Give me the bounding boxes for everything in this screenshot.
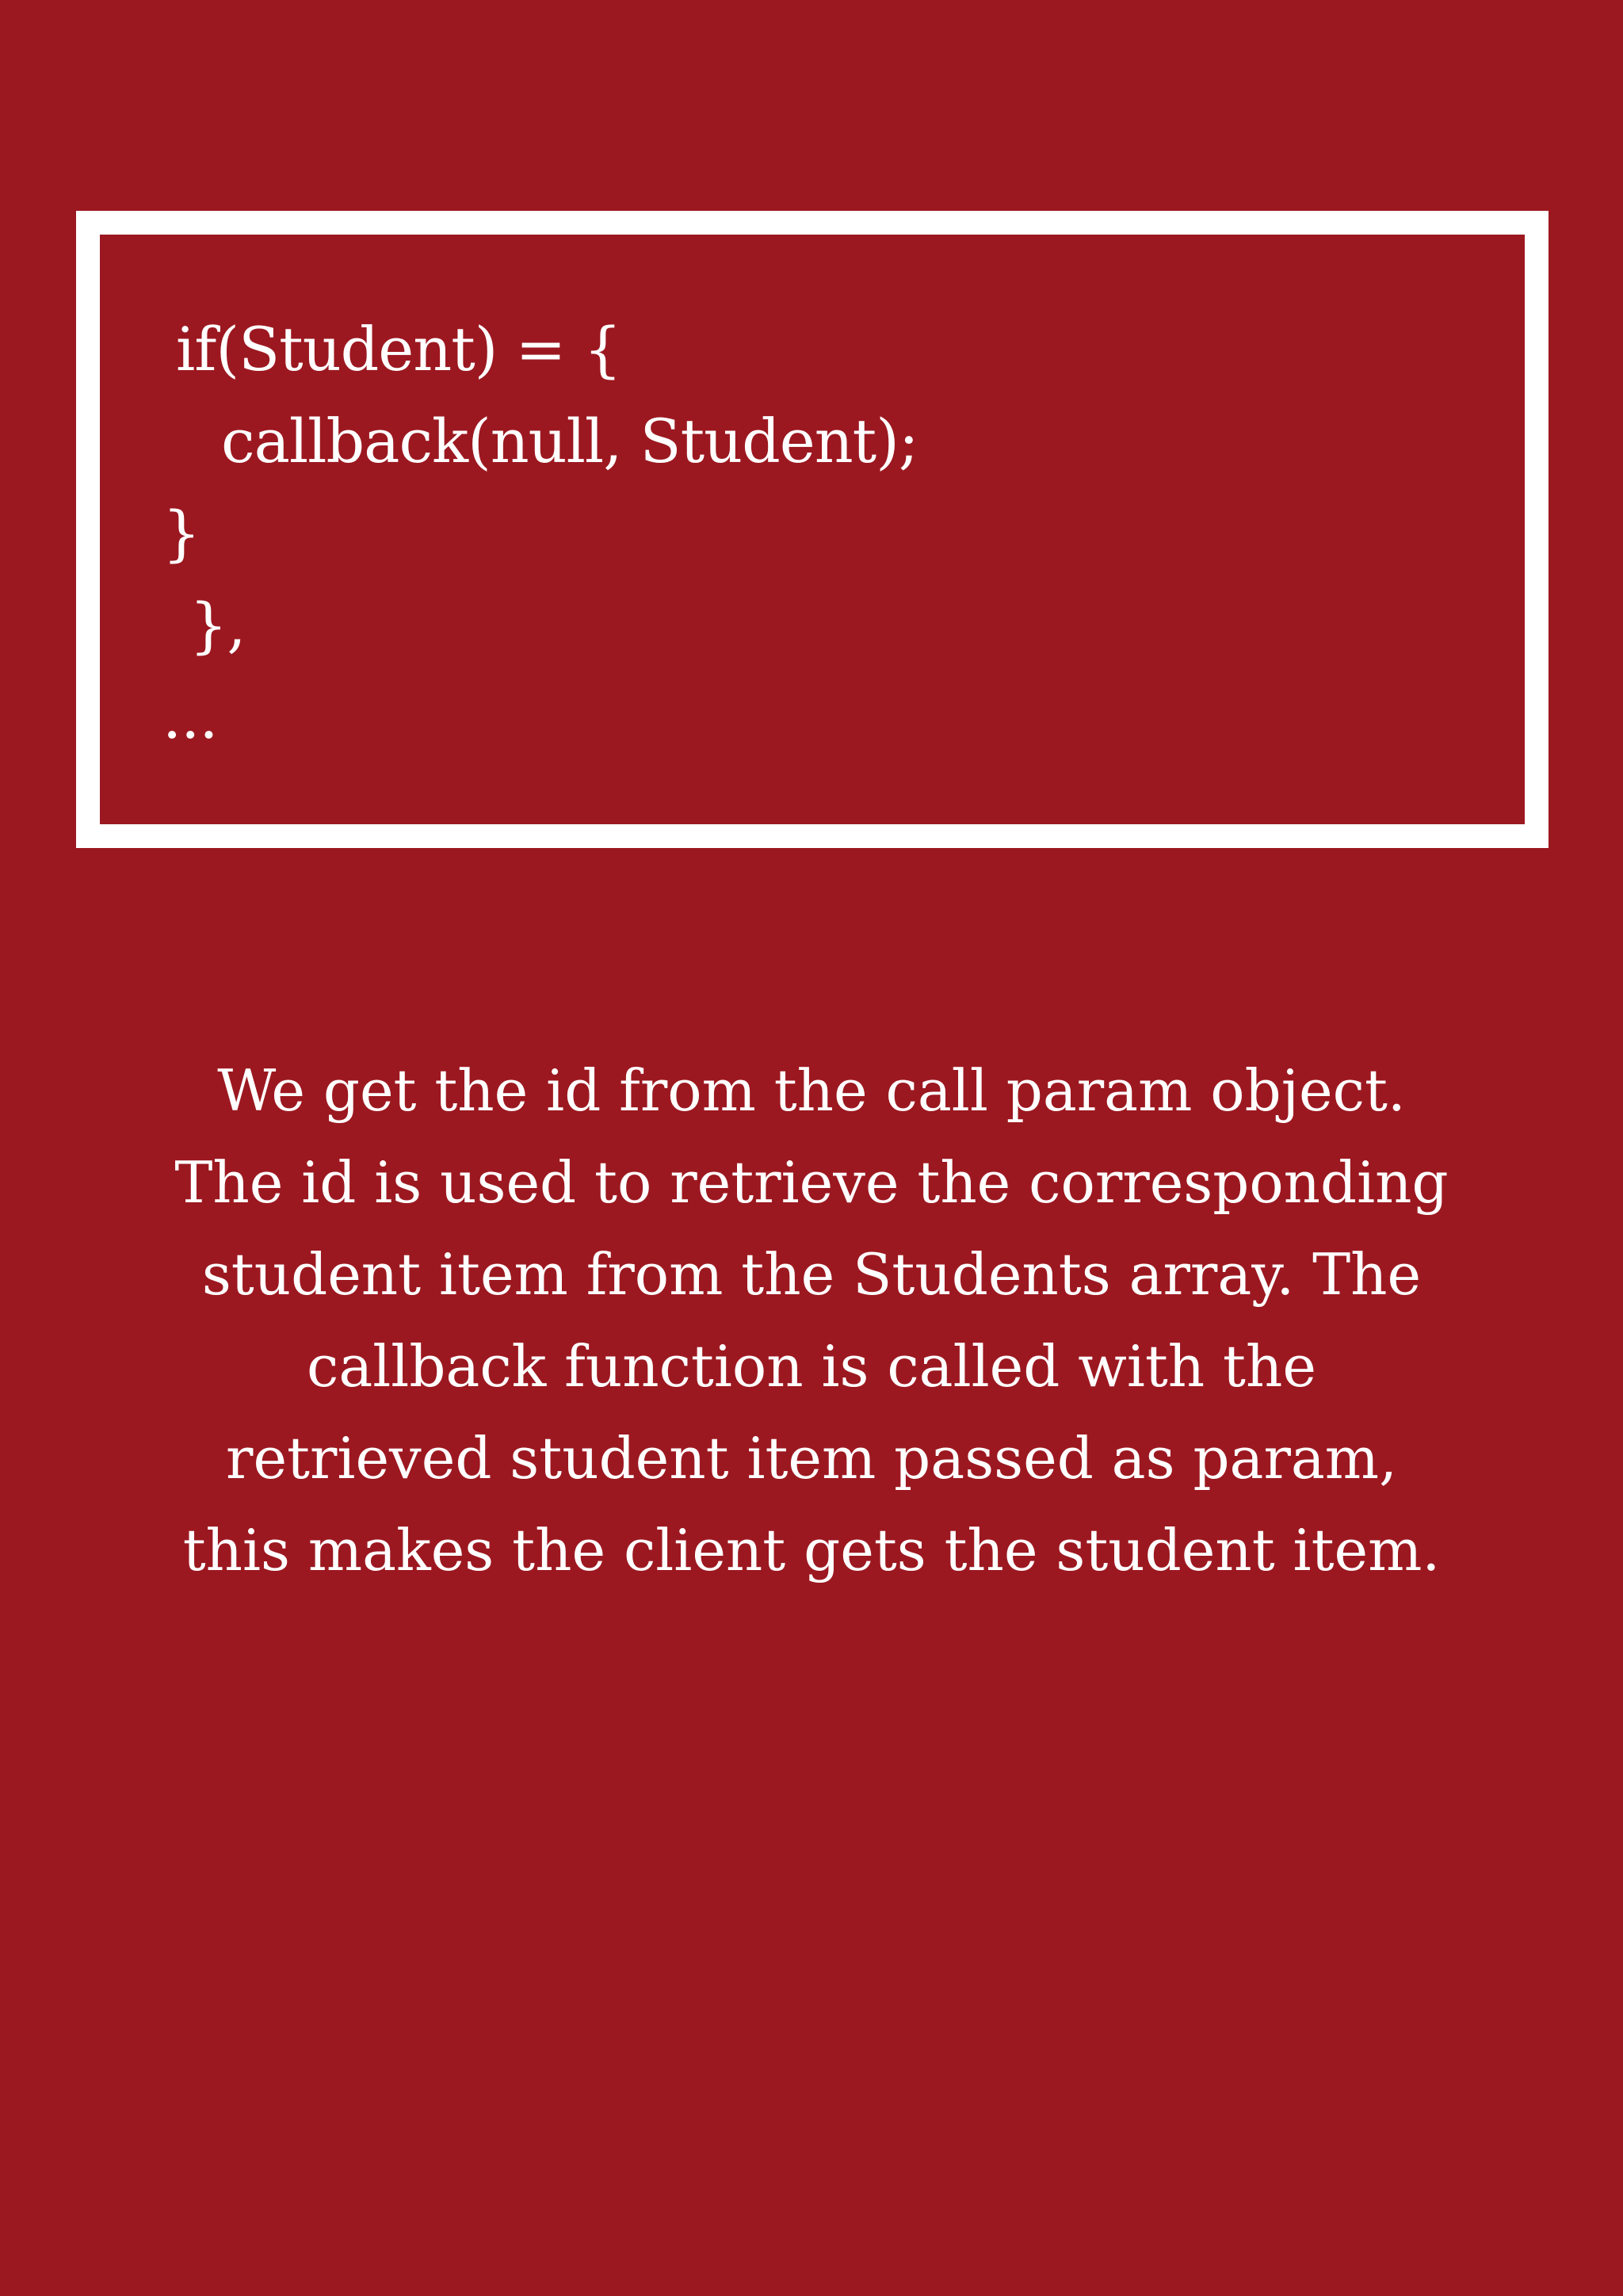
code-line-close-brace: }: [162, 498, 200, 568]
description-line: The id is used to retrieve the corresponding: [174, 1149, 1449, 1216]
description-line: retrieved student item passed as param,: [226, 1425, 1397, 1492]
description-paragraph: [0, 1045, 1623, 1596]
code-line-if: if(Student) = {: [176, 314, 621, 384]
description-line: We get the id from the call param object.: [217, 1057, 1406, 1124]
description-line: student item from the Students array. The: [201, 1241, 1422, 1308]
description-line: callback function is called with the: [307, 1333, 1316, 1400]
code-line-ellipsis: ...: [162, 682, 218, 752]
code-line-close-brace-comma: },: [189, 590, 246, 660]
description-line: this makes the client gets the student item.: [182, 1517, 1441, 1584]
code-frame: [76, 211, 1549, 848]
code-line-callback: callback(null, Student);: [221, 406, 918, 476]
